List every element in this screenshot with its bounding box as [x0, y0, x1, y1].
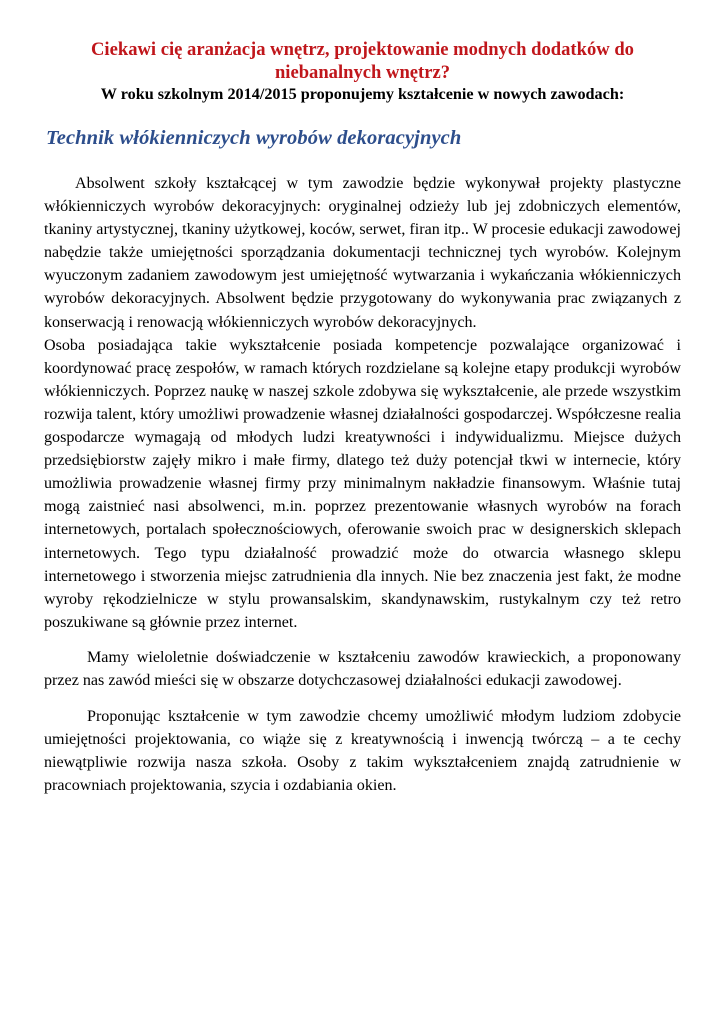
paragraph-competences: Osoba posiadająca takie wykształcenie posiada kompetencje pozwalające organizować i koordynować pracę zespołów, w ramach których rozdzielane są kolejne etapy produkcji wyrobów włókienniczych. Poprzez naukę w naszej szkole zdobywa się wykształcenie, ale przede wszystkim rozwija talent, który umożliwi prowadzenie własnej działalności gospodarczej. Współczesne realia gospodarcze wymagają od młodych ludzi kreatywności i indywidualizmu. Miejsce dużych przedsiębiorstw zajęły mikro i małe firmy, dlatego też duży potencjał tkwi w internecie, który umożliwia prowadzenie własnej firmy przy minimalnym nakładzie finansowym. Właśnie tutaj mogą zaistnieć nasi absolwenci, m.in. poprzez prezentowanie własnych wyrobów na forach internetowych, portalach społecznościowych, oferowanie swoich prac w designerskich sklepach internetowych. Tego typu działalność prowadzić może do otwarcia własnego sklepu internetowego i stworzenia miejsc zatrudnienia dla innych. Nie bez znaczenia jest fakt, że modne wyroby rękodzielnicze w stylu prowansalskim, skandynawskim, rustykalnym czy też retro poszukiwane są głównie przez internet.	[44, 336, 681, 631]
headline: Ciekawi cię aranżacja wnętrz, projektowanie modnych dodatków do niebanalnych wnętrz?	[91, 39, 634, 83]
paragraph-experience: Mamy wieloletnie doświadczenie w kształceniu zawodów krawieckich, a proponowany przez nas zawód mieści się w obszarze dotychczasowej działalności edukacji zawodowej.	[44, 648, 681, 689]
document-page	[44, 38, 681, 797]
paragraph-proposal: Proponując kształcenie w tym zawodzie chcemy umożliwić młodym ludziom zdobycie umiejętności projektowania, co wiąże się z kreatywnością i inwencją twórczą – a te cechy niewątpliwie rozwija nasza szkoła. Osoby z takim wykształceniem znajdą zatrudnienie w pracowniach projektowania, szycia i ozdabiania okien.	[44, 708, 681, 795]
paragraph-graduate-description: Absolwent szkoły kształcącej w tym zawodzie będzie wykonywał projekty plastyczne włókienniczych wyrobów dekoracyjnych: oryginalnej odzieży lub jej zdobniczych elementów, tkaniny artystycznej, tkaniny użytkowej, koców, serwet, firan itp.. W procesie edukacji zawodowej nabędzie także umiejętności sporządzania dokumentacji technicznej tych wyrobów. Kolejnym wyuczonym zadaniem zawodowym jest umiejętność wytwarzania i wykańczania włókienniczych wyrobów dekoracyjnych. Absolwent będzie przygotowany do wykonywania prac związanych z konserwacją i renowacją włókienniczych wyrobów dekoracyjnych.	[44, 175, 681, 331]
subheadline: W roku szkolnym 2014/2015 proponujemy kształcenie w nowych zawodach:	[100, 85, 625, 103]
profession-title: Technik włókienniczych wyrobów dekoracyjnych	[46, 127, 462, 149]
